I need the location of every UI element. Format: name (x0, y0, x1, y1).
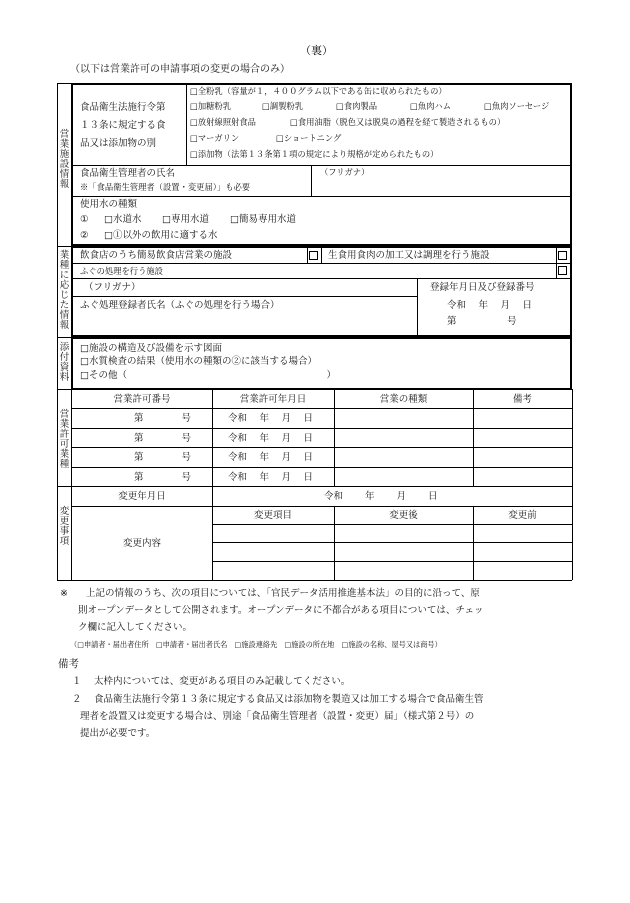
additive-option-meat-products[interactable]: □食肉製品 (336, 101, 378, 111)
additive-option-margarine[interactable]: □マーガリン (190, 133, 240, 143)
permit-header-date: 営業許可年月日 (239, 394, 307, 405)
registration-date-label: 登録年月日及び登録番号 (430, 282, 535, 293)
water-row1-num: ① (80, 214, 89, 225)
additive-option-additives[interactable]: □添加物（法第１３条第１項の規定により規格が定められたもの） (190, 149, 439, 159)
simple-restaurant-label: 飲食店のうち簡易飲食店営業の施設 (80, 250, 233, 261)
manager-name-label: 食品衛生管理者の氏名 (80, 168, 176, 179)
permit-header-remarks: 備考 (512, 394, 532, 405)
permit-row-2-date[interactable]: 令和 年 月 日 (228, 433, 314, 444)
permit-row-1-number[interactable]: 第 号 (134, 413, 192, 424)
attachment-other[interactable]: □その他（ ） (80, 370, 336, 381)
permit-row-1-date[interactable]: 令和 年 月 日 (228, 413, 314, 424)
water-option-private[interactable]: □専用水道 (162, 214, 209, 225)
remark-2-num: ２ (72, 694, 82, 705)
raw-meat-checkbox[interactable] (558, 251, 567, 260)
water-type-label: 使用水の種類 (80, 199, 138, 210)
additive-option-fish-sausage[interactable]: □魚肉ソーセージ (484, 101, 550, 111)
page-subtitle: （以下は営業許可の申請事項の変更の場合のみ） (70, 64, 290, 75)
additive-option-shortening[interactable]: □ショートニング (276, 133, 342, 143)
section-label-changes: 変 更 事 項 (59, 506, 70, 547)
change-date-value[interactable]: 令和 年 月 日 (324, 491, 438, 502)
remark-2-line-1: 食品衛生法施行令第１３条に規定する食品又は添加物を製造又は加工する場合で食品衛生管 (94, 694, 484, 705)
additive-label-1: 食品衛生法施行令第 (80, 102, 166, 113)
permit-header-type: 営業の種類 (379, 394, 428, 405)
additive-option-whole-milk-powder[interactable]: □全粉乳（容量が１，４００グラム以下である缶に収められたもの） (190, 86, 447, 96)
additive-label-2: １３条に規定する食 (80, 120, 166, 131)
permit-row-4-date[interactable]: 令和 年 月 日 (228, 472, 314, 483)
change-header-before: 変更前 (508, 510, 537, 521)
section-label-attachments: 添 付 資 料 (59, 342, 70, 383)
note-line-3: ク欄に記入してください。 (78, 622, 193, 633)
change-date-label: 変更年月日 (118, 491, 166, 502)
fugu-registrant-name-label: ふぐ処理登録者氏名（ふぐの処理を行う場合） (80, 300, 280, 311)
change-header-after: 変更後 (389, 510, 418, 521)
section-label-facility: 営 業 施 設 情 報 (59, 129, 70, 190)
attachment-drawing[interactable]: □施設の構造及び設備を示す図面 (80, 343, 222, 354)
note-line-1: 上記の情報のうち、次の項目については、「官民データ活用推進基本法」の目的に沿って、原 (86, 588, 480, 599)
opendata-checks[interactable]: （□申請者・届出者住所 □申請者・届出者氏名 □施設連絡先 □施設の所在地 □施設の名称、屋号又は商号） (70, 640, 442, 649)
fugu-furigana: （フリガナ） (84, 282, 141, 293)
change-header-item: 変更項目 (253, 510, 292, 521)
additive-option-formula-milk-powder[interactable]: □調製粉乳 (262, 101, 304, 111)
manager-furigana: （フリガナ） (320, 167, 370, 177)
water-option-simple-private[interactable]: □簡易専用水道 (230, 214, 296, 225)
additive-option-irradiated-food[interactable]: □放射線照射食品 (190, 117, 256, 127)
manager-note: ※「食品衛生管理者（設置・変更届）」も必要 (80, 182, 251, 192)
note-star: ※ (60, 588, 68, 599)
additive-option-edible-oils[interactable]: □食用油脂（脱色又は脱臭の過程を経て製造されるもの） (290, 117, 506, 127)
permit-row-2-number[interactable]: 第 号 (134, 433, 192, 444)
additive-option-fish-ham[interactable]: □魚肉ハム (410, 101, 452, 111)
additive-option-sweetened-milk-powder[interactable]: □加糖粉乳 (190, 101, 232, 111)
remark-1-num: １ (72, 676, 82, 687)
remark-2-line-3: 提出が必要です。 (80, 728, 156, 739)
remark-2-line-2: 理者を設置又は変更する場合は、別途「食品衛生管理者（設置・変更）届」（様式第２号）の (80, 711, 475, 722)
remark-1-line-1: 太枠内については、変更がある項目のみ記載してください。 (94, 676, 351, 687)
permit-row-3-date[interactable]: 令和 年 月 日 (228, 452, 314, 463)
note-line-2: 則オープンデータとして公開されます。オープンデータに不都合がある項目については、チェッ (78, 605, 484, 616)
water-option-other[interactable]: □①以外の飲用に適する水 (104, 230, 218, 241)
attachment-water-test[interactable]: □水質検査の結果（使用水の種類の②に該当する場合） (80, 356, 317, 367)
registration-number-value[interactable]: 第 号 (447, 316, 517, 327)
permit-header-number: 営業許可番号 (113, 394, 171, 405)
fugu-facility-checkbox[interactable] (558, 266, 567, 275)
additive-label-3: 品又は添加物の別 (80, 138, 157, 149)
section-label-business: 業 種 に 応 じ た 情 報 (59, 250, 70, 331)
raw-meat-label: 生食用食肉の加工又は調理を行う施設 (328, 250, 490, 261)
permit-row-3-number[interactable]: 第 号 (134, 452, 192, 463)
fugu-facility-label: ふぐの処理を行う施設 (80, 266, 163, 276)
section-label-permits: 営 業 許 可 業 種 (59, 409, 70, 470)
simple-restaurant-checkbox[interactable] (309, 251, 318, 260)
remarks-title: 備考 (58, 658, 79, 670)
permit-row-4-number[interactable]: 第 号 (134, 472, 192, 483)
page-title: （裏） (300, 44, 333, 57)
change-content-label: 変更内容 (122, 538, 161, 549)
registration-date-value[interactable]: 令和 年 月 日 (447, 300, 533, 311)
water-row2-num: ② (80, 230, 89, 241)
water-option-tap[interactable]: □水道水 (104, 214, 142, 225)
